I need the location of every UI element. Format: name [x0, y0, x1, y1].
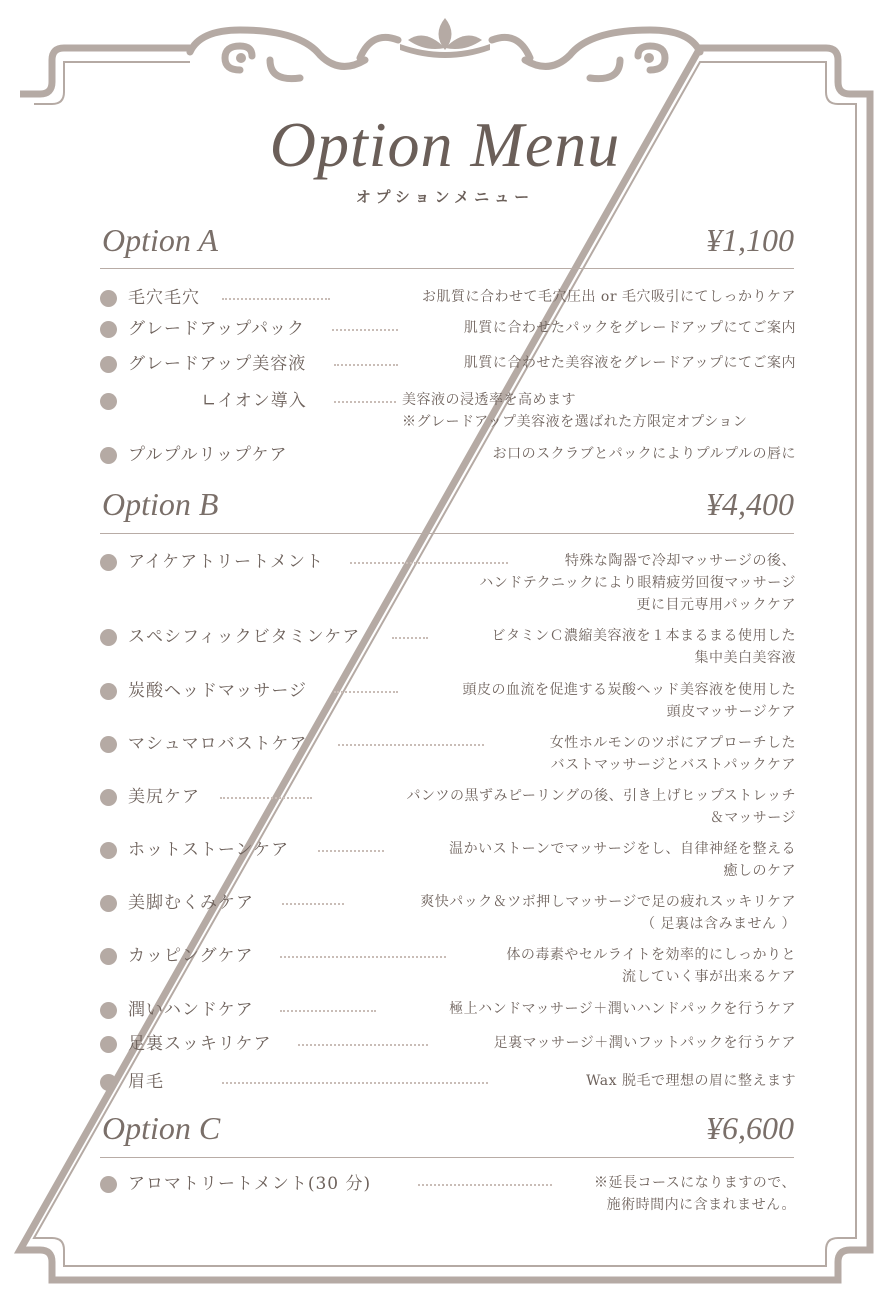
- bullet-icon: [100, 356, 117, 373]
- item-name: プルプルリップケア: [128, 445, 288, 465]
- leader-dots: [334, 401, 396, 403]
- leader-dots: [280, 1010, 376, 1012]
- bullet-icon: [100, 1074, 117, 1091]
- section-header-option-b: [102, 486, 794, 526]
- section-divider: [100, 533, 794, 534]
- leader-dots: [222, 298, 330, 300]
- page-subtitle: オプションメニュー: [355, 188, 535, 206]
- item-name: マシュマロバストケア: [128, 734, 308, 754]
- item-description: 極上ハンドマッサージ＋潤いハンドパックを行うケア: [449, 1001, 796, 1017]
- section-name: Option C: [102, 1110, 221, 1146]
- section-divider: [100, 1157, 794, 1158]
- bullet-icon: [100, 1036, 117, 1053]
- section-header-option-c: [102, 1110, 794, 1150]
- item-name: 眉毛: [128, 1072, 164, 1092]
- bullet-icon: [100, 1176, 117, 1193]
- item-name: 炭酸ヘッドマッサージ: [128, 681, 307, 701]
- item-description: 肌質に合わせた美容液をグレードアップにてご案内: [463, 355, 796, 371]
- page-title: Option Menu: [269, 109, 621, 180]
- item-description: 足裏マッサージ＋潤いフットパックを行うケア: [493, 1035, 796, 1051]
- leader-dots: [418, 1184, 552, 1186]
- leader-dots: [334, 691, 398, 693]
- item-description: 女性ホルモンのツボにアプローチした バストマッサージとバストパックケア: [549, 735, 796, 773]
- bullet-icon: [100, 842, 117, 859]
- item-description: 特殊な陶器で冷却マッサージの後、 ハンドテクニックにより眼精疲労回復マッサージ 更に目元専用パックケア: [479, 553, 796, 613]
- section-name: Option A: [102, 222, 218, 258]
- bullet-icon: [100, 554, 117, 571]
- item-name: カッピングケア: [128, 946, 254, 966]
- bullet-icon: [100, 948, 117, 965]
- item-name: 美脚むくみケア: [128, 893, 254, 913]
- leader-dots: [222, 1082, 488, 1084]
- section-price: ¥4,400: [706, 486, 794, 522]
- leader-dots: [318, 850, 384, 852]
- bullet-icon: [100, 393, 117, 410]
- bullet-icon: [100, 629, 117, 646]
- leader-dots: [298, 1044, 428, 1046]
- leader-dots: [282, 903, 344, 905]
- item-name: 毛穴毛穴: [128, 288, 200, 308]
- bullet-icon: [100, 736, 117, 753]
- item-name: 美尻ケア: [128, 787, 200, 807]
- bullet-icon: [100, 789, 117, 806]
- leader-dots: [280, 956, 446, 958]
- item-description: 爽快パック＆ツボ押しマッサージで足の疲れスッキリケア （ 足裏は含みません ）: [420, 894, 796, 932]
- section-name: Option B: [102, 486, 219, 522]
- leader-dots: [338, 744, 484, 746]
- bullet-icon: [100, 447, 117, 464]
- item-description: Wax 脱毛で理想の眉に整えます: [586, 1073, 796, 1089]
- leader-dots: [220, 797, 312, 799]
- item-description: 肌質に合わせたパックをグレードアップにてご案内: [463, 320, 796, 336]
- item-description: ※延長コースになりますので、 施術時間内に含まれません。: [593, 1175, 796, 1213]
- item-description: お肌質に合わせて毛穴圧出 or 毛穴吸引にてしっかりケア: [421, 289, 796, 305]
- section-header-option-a: [102, 222, 794, 262]
- leader-dots: [334, 364, 398, 366]
- item-name: 足裏スッキリケア: [128, 1034, 272, 1054]
- item-name: ∟イオン導入: [202, 391, 307, 411]
- item-name: スペシフィックビタミンケア: [128, 627, 361, 647]
- item-name: アロマトリートメント(30 分): [128, 1174, 372, 1194]
- item-description: ビタミンＣ濃縮美容液を１本まるまる使用した 集中美白美容液: [491, 628, 796, 666]
- item-name: ホットストーンケア: [128, 840, 290, 860]
- item-description: パンツの黒ずみピーリングの後、引き上げヒップストレッチ ＆マッサージ: [406, 788, 796, 826]
- leader-dots: [392, 637, 428, 639]
- section-price: ¥6,600: [706, 1110, 794, 1146]
- item-description: 体の毒素やセルライトを効率的にしっかりと 流していく事が出来るケア: [506, 947, 796, 985]
- item-description: 温かいストーンでマッサージをし、自律神経を整える 癒しのケア: [449, 841, 796, 879]
- section-price: ¥1,100: [706, 222, 794, 258]
- bullet-icon: [100, 683, 117, 700]
- item-description: 頭皮の血流を促進する炭酸ヘッド美容液を使用した 頭皮マッサージケア: [462, 682, 796, 720]
- bullet-icon: [100, 290, 117, 307]
- bullet-icon: [100, 895, 117, 912]
- section-divider: [100, 268, 794, 269]
- item-name: グレードアップ美容液: [128, 354, 307, 374]
- bullet-icon: [100, 321, 117, 338]
- leader-dots: [332, 329, 398, 331]
- item-description: 美容液の浸透率を高めます ※グレードアップ美容液を選ばれた方限定オプション: [402, 392, 748, 430]
- bullet-icon: [100, 1002, 117, 1019]
- item-name: 潤いハンドケア: [128, 1000, 254, 1020]
- item-name: アイケアトリートメント: [128, 552, 324, 572]
- item-description: お口のスクラブとパックによりプルプルの唇に: [492, 446, 796, 462]
- item-name: グレードアップパック: [128, 319, 305, 339]
